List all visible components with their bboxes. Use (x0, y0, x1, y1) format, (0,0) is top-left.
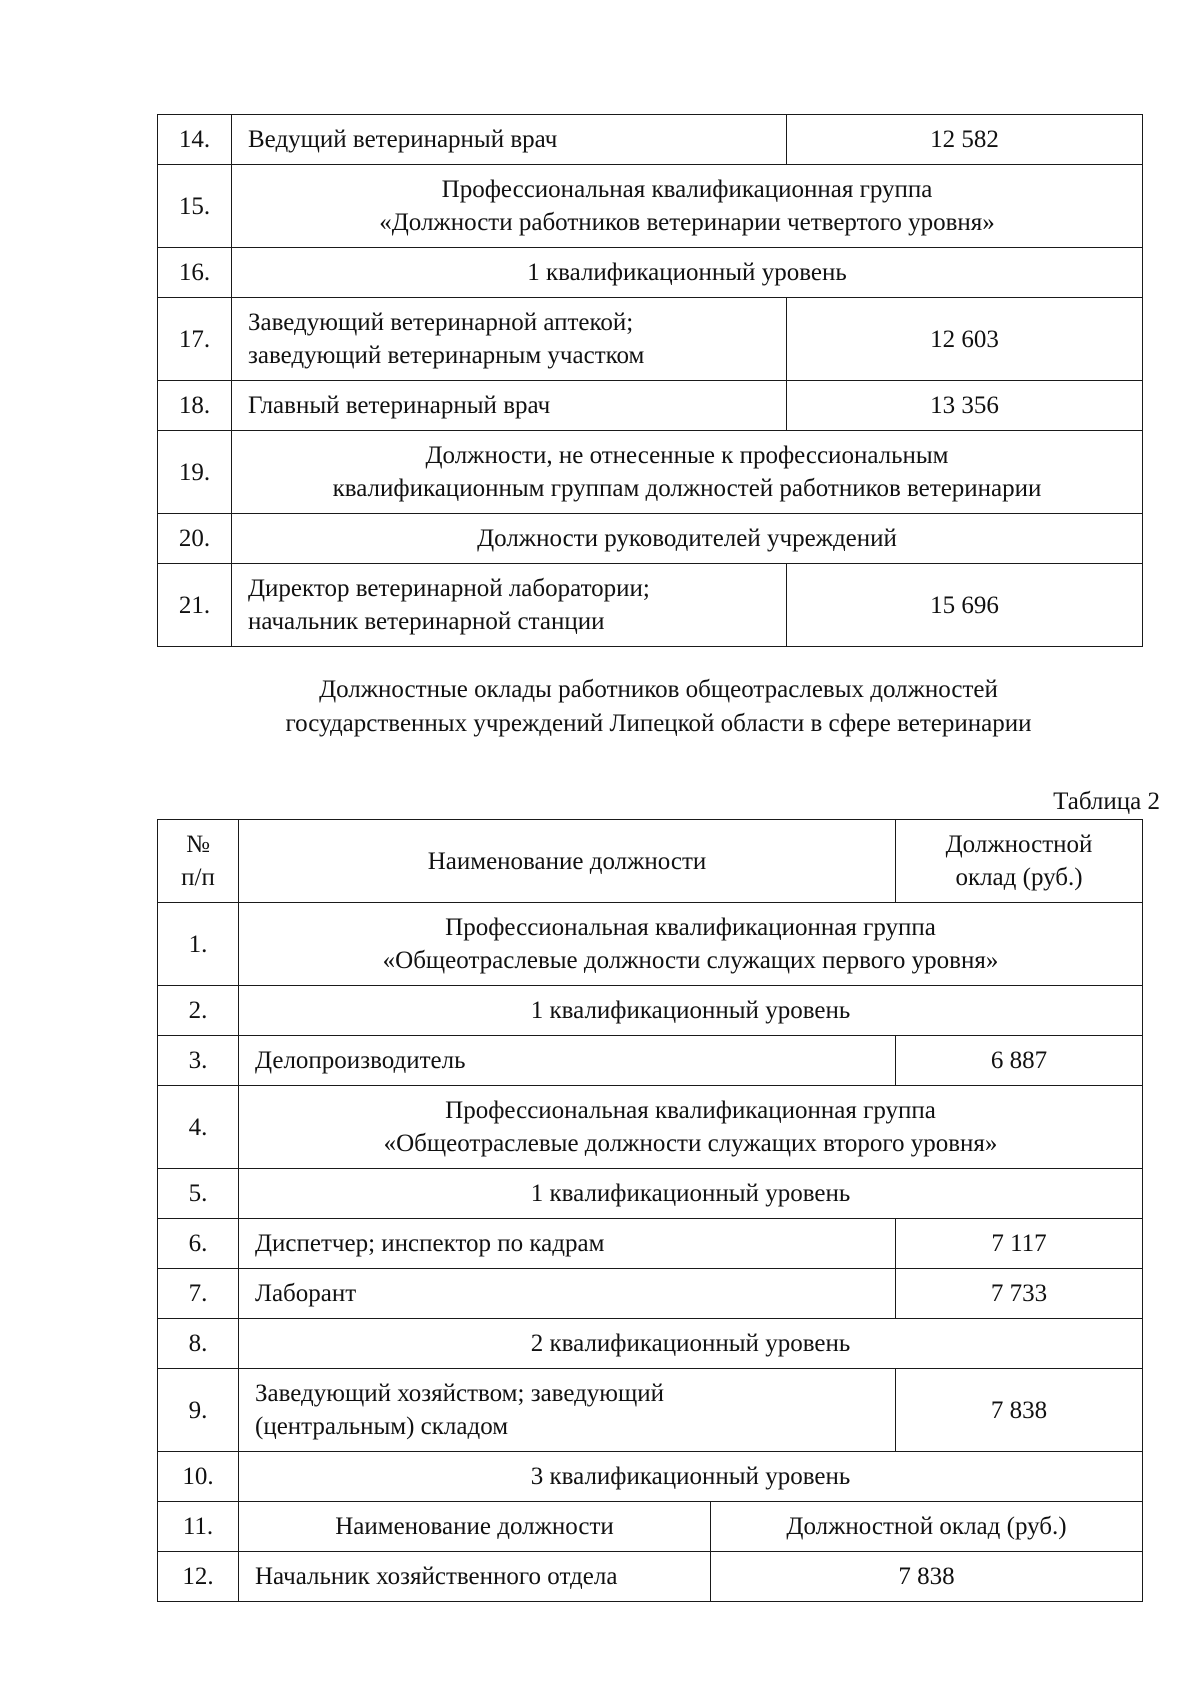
group-heading-line: Должности, не отнесенные к профессиональным (425, 442, 949, 469)
group-heading-line: Профессиональная квалификационная группа (445, 914, 936, 941)
row-number: 2. (158, 986, 239, 1036)
row-number: 8. (158, 1319, 239, 1369)
salary-value: 12 582 (787, 115, 1143, 165)
salary-value: 13 356 (787, 381, 1143, 431)
row-number: 4. (158, 1086, 239, 1169)
group-heading (239, 903, 1143, 986)
table-row (158, 1036, 1143, 1086)
section-caption (157, 673, 1160, 741)
table-row (158, 431, 1143, 514)
level-heading-text: 3 квалификационный уровень (530, 1463, 851, 1490)
salary-value: 7 117 (896, 1219, 1143, 1269)
position-name: Начальник хозяйственного отдела (239, 1552, 711, 1602)
position-name: Лаборант (239, 1269, 896, 1319)
table-row (158, 986, 1143, 1036)
group-heading (232, 431, 1143, 514)
level-heading-text: 1 квалификационный уровень (530, 997, 851, 1024)
table-row (158, 1502, 1143, 1552)
row-number: 12. (158, 1552, 239, 1602)
position-name-line: Заведующий ветеринарной аптекой; (248, 309, 634, 336)
header-number-line: п/п (181, 864, 215, 891)
row-number: 7. (158, 1269, 239, 1319)
group-heading-line: квалификационным группам должностей работников ветеринарии (332, 475, 1042, 502)
header-number (158, 820, 239, 903)
position-name-line: Заведующий хозяйством; заведующий (255, 1380, 664, 1407)
inner-header-position-name: Наименование должности (239, 1502, 711, 1552)
group-heading-line: «Общеотраслевые должности служащих первого уровня» (382, 947, 999, 974)
header-salary-line: Должностной (945, 831, 1093, 858)
position-name: Диспетчер; инспектор по кадрам (239, 1219, 896, 1269)
level-heading-text: 1 квалификационный уровень (527, 259, 847, 286)
salary-table-continued (157, 114, 1143, 647)
table-row (158, 1369, 1143, 1452)
position-name-line: заведующий ветеринарным участком (248, 342, 645, 369)
position-name: Делопроизводитель (239, 1036, 896, 1086)
table-row (158, 165, 1143, 248)
row-number: 1. (158, 903, 239, 986)
row-number: 9. (158, 1369, 239, 1452)
table-row (158, 564, 1143, 647)
row-number: 19. (158, 431, 232, 514)
row-number: 17. (158, 298, 232, 381)
position-name (232, 564, 787, 647)
table-row (158, 1452, 1143, 1502)
group-heading-line: «Общеотраслевые должности служащих второго уровня» (383, 1130, 998, 1157)
position-name-line: Директор ветеринарной лаборатории; (248, 575, 650, 602)
group-heading-text: Должности руководителей учреждений (477, 525, 897, 552)
position-name (232, 298, 787, 381)
position-name-line: (центральным) складом (255, 1413, 509, 1440)
row-number: 6. (158, 1219, 239, 1269)
table-row (158, 1319, 1143, 1369)
row-number: 20. (158, 514, 232, 564)
level-heading-text: 1 квалификационный уровень (530, 1180, 851, 1207)
group-heading (232, 165, 1143, 248)
salary-table-2 (157, 819, 1143, 1602)
level-heading (239, 1319, 1143, 1369)
row-number: 5. (158, 1169, 239, 1219)
caption-line: Должностные оклады работников общеотраслевых должностей (319, 676, 998, 703)
salary-value: 7 838 (711, 1552, 1143, 1602)
position-name (239, 1369, 896, 1452)
level-heading (239, 1452, 1143, 1502)
row-number: 3. (158, 1036, 239, 1086)
group-heading (239, 1086, 1143, 1169)
header-salary (896, 820, 1143, 903)
table-row (158, 1086, 1143, 1169)
level-heading-text: 2 квалификационный уровень (530, 1330, 851, 1357)
row-number: 18. (158, 381, 232, 431)
table-row (158, 1219, 1143, 1269)
level-heading (239, 1169, 1143, 1219)
row-number: 16. (158, 248, 232, 298)
table-row (158, 514, 1143, 564)
group-heading-line: «Должности работников ветеринарии четвертого уровня» (379, 209, 995, 236)
inner-header-salary: Должностной оклад (руб.) (711, 1502, 1143, 1552)
table-header-row (158, 820, 1143, 903)
table-row (158, 381, 1143, 431)
salary-value: 7 838 (896, 1369, 1143, 1452)
level-heading (232, 248, 1143, 298)
table-row (158, 248, 1143, 298)
position-name-line: начальник ветеринарной станции (248, 608, 605, 635)
row-number: 10. (158, 1452, 239, 1502)
header-salary-line: оклад (руб.) (955, 864, 1083, 891)
table-row (158, 903, 1143, 986)
header-number-line: № (186, 831, 210, 858)
table-row (158, 1269, 1143, 1319)
position-name: Главный ветеринарный врач (232, 381, 787, 431)
salary-value: 12 603 (787, 298, 1143, 381)
salary-value: 6 887 (896, 1036, 1143, 1086)
caption-line: государственных учреждений Липецкой области в сфере ветеринарии (285, 710, 1032, 737)
position-name: Ведущий ветеринарный врач (232, 115, 787, 165)
row-number: 14. (158, 115, 232, 165)
header-position-name: Наименование должности (239, 820, 896, 903)
salary-value: 7 733 (896, 1269, 1143, 1319)
row-number: 21. (158, 564, 232, 647)
table-label: Таблица 2 (1053, 788, 1160, 815)
group-heading-line: Профессиональная квалификационная группа (445, 1097, 936, 1124)
group-heading-line: Профессиональная квалификационная группа (441, 176, 933, 203)
level-heading (239, 986, 1143, 1036)
table-row (158, 1169, 1143, 1219)
table-row (158, 298, 1143, 381)
table-row (158, 1552, 1143, 1602)
salary-value: 15 696 (787, 564, 1143, 647)
row-number: 11. (158, 1502, 239, 1552)
group-heading (232, 514, 1143, 564)
table-row (158, 115, 1143, 165)
row-number: 15. (158, 165, 232, 248)
